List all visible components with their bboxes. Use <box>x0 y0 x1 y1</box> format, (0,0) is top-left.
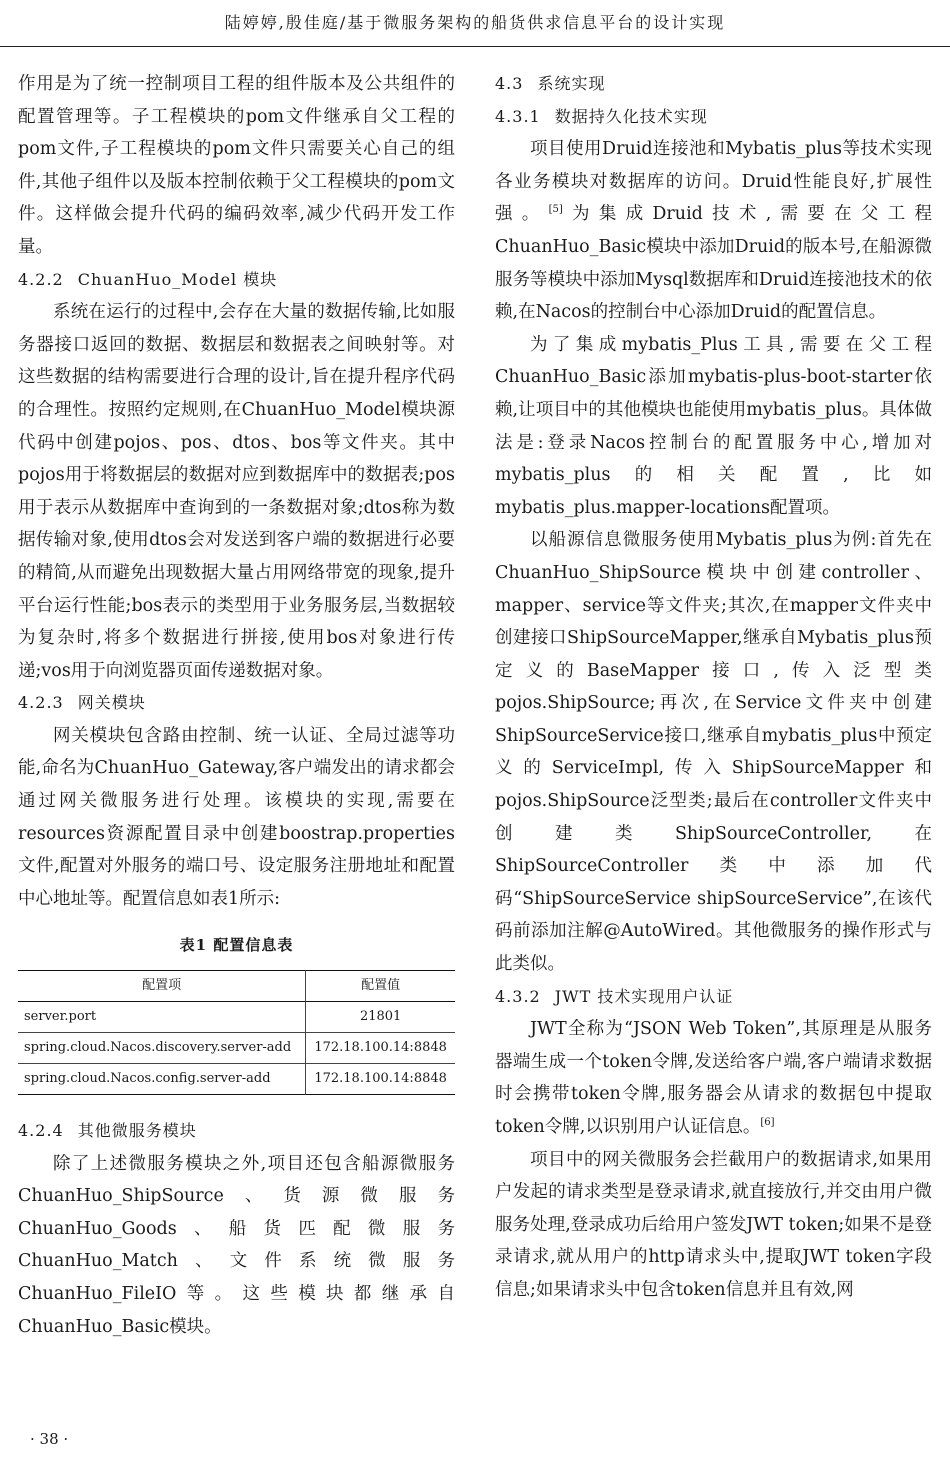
column-header: 配置值 <box>361 978 401 994</box>
section-number: 4.2.4 <box>18 1121 64 1141</box>
page-number: · 38 · <box>30 1430 69 1448</box>
section-heading-4-2-3 <box>18 687 455 720</box>
paragraph <box>495 1013 932 1143</box>
citation-5: [5] <box>548 204 563 216</box>
section-heading-4-2-2 <box>18 264 455 297</box>
citation-6: [6] <box>760 1117 775 1129</box>
paragraph: 为了集成mybatis_Plus工具,需要在父工程ChuanHuo_Basic添加mybatis-plus-boot-starter依赖,让项目中的其他模块也能使用mybatis_plus。具体做法是:登录Nacos控制台的配置服务中心,增加对mybatis_plus的相关配置,比如mybatis_plus.mapper-locations配置项。 <box>495 334 932 518</box>
paragraph: 作用是为了统一控制项目工程的组件版本及公共组件的配置管理等。子工程模块的pom文件继承自父工程的pom文件,子工程模块的pom文件只需要关心自己的组件,其他子组件以及版本控制依赖于父工程模块的pom文件。这样做会提升代码的编码效率,减少代码开发工作量。 <box>18 74 455 257</box>
section-heading-4-3-1 <box>495 101 932 134</box>
table-cell: 172.18.100.14:8848 <box>314 1040 447 1056</box>
section-number: 4.3 <box>495 74 524 93</box>
paragraph: 系统在运行的过程中,会存在大量的数据传输,比如服务器接口返回的数据、数据层和数据表之间映射等。对这些数据的结构需要进行合理的设计,旨在提升程序代码的合理性。按照约定规则,在ChuanHuo_Model模块源代码中创建pojos、pos、dtos、bos等文件夹。其中pojos用于将数据层的数据对应到数据库中的数据表;pos用于表示从数据库中查询到的一条数据对象;dtos称为数据传输对象,使用dtos会对发送到客户端的数据进行必要的精简,从而避免出现数据大量占用网络带宽的现象,提升平台运行性能;bos表示的类型用于业务服务层,当数据较为复杂时,将多个数据进行拼接,使用bos对象进行传递;vos用于向浏览器页面传递数据对象。 <box>18 302 455 681</box>
section-title: JWT 技术实现用户认证 <box>554 986 734 1006</box>
column-header: 配置项 <box>18 971 306 1002</box>
table-row <box>18 1002 455 1033</box>
section-heading-4-3 <box>495 68 932 101</box>
section-heading-4-2-4 <box>18 1115 455 1148</box>
table-caption: 表1 配置信息表 <box>179 936 294 955</box>
section-title: ChuanHuo_Model 模块 <box>77 269 278 289</box>
section-title: 数据持久化技术实现 <box>554 106 708 126</box>
paragraph: 网关模块包含路由控制、统一认证、全局过滤等功能,命名为ChuanHuo_Gateway,客户端发出的请求都会通过网关微服务进行处理。该模块的实现,需要在resources资源配置目录中创建boostrap.properties文件,配置对外服务的端口号、设定服务注册地址和配置中心地址等。配置信息如表1所示: <box>18 725 455 909</box>
table-cell: spring.cloud.Nacos.discovery.server-add <box>18 1033 306 1064</box>
section-number: 4.2.2 <box>18 269 64 289</box>
text-run: 为集成Druid技术,需要在父工程ChuanHuo_Basic模块中添加Druid的版本号,在船源微服务等模块中添加Mysql数据库和Druid连接池技术的依赖,在Nacos的控制台中心添加Druid的配置信息。 <box>495 204 933 323</box>
section-title: 系统实现 <box>537 74 606 93</box>
table-cell: spring.cloud.Nacos.config.server-add <box>18 1064 306 1095</box>
left-column <box>18 68 455 1343</box>
paragraph <box>495 133 932 329</box>
table-row <box>18 1033 455 1064</box>
text-run: 项目使用Druid连接池和Mybatis_plus等技术实现各业务模块对数据库的访问。Druid性能良好,扩展性强。 <box>495 139 932 225</box>
table-cell: 172.18.100.14:8848 <box>314 1071 447 1087</box>
right-column <box>495 68 932 1307</box>
config-table <box>18 970 455 1095</box>
section-title: 其他微服务模块 <box>77 1121 197 1141</box>
table-cell: server.port <box>18 1002 306 1033</box>
paragraph: 项目中的网关微服务会拦截用户的数据请求,如果用户发起的请求类型是登录请求,就直接放行,并交由用户微服务处理,登录成功后给用户签发JWT token;如果不是登录请求,就从用户的http请求头中,提取JWT token字段信息;如果请求头中包含token信息并且有效,网 <box>495 1149 932 1300</box>
section-number: 4.2.3 <box>18 693 64 713</box>
section-title: 网关模块 <box>77 693 146 713</box>
table-header-row <box>18 971 455 1002</box>
section-number: 4.3.1 <box>495 106 541 126</box>
running-header: 陆婷婷,殷佳庭/基于微服务架构的船货供求信息平台的设计实现 <box>0 0 950 47</box>
paragraph: 除了上述微服务模块之外,项目还包含船源微服务ChuanHuo_ShipSource、货源微服务ChuanHuo_Goods、船货匹配微服务ChuanHuo_Match、文件系统微服务ChuanHuo_FileIO等。这些模块都继承自ChuanHuo_Basic模块。 <box>18 1153 455 1337</box>
table-row <box>18 1064 455 1095</box>
paragraph: 以船源信息微服务使用Mybatis_plus为例:首先在ChuanHuo_ShipSource模块中创建controller、mapper、service等文件夹;其次,在mapper文件夹中创建接口ShipSourceMapper,继承自Mybatis_plus预定义的BaseMapper接口,传入泛型类pojos.ShipSource;再次,在Service文件夹中创建ShipSourceService接口,继承自mybatis_plus中预定义的ServiceImpl,传入ShipSourceMapper和pojos.ShipSource泛型类;最后在controller文件夹中创建类ShipSourceController,在ShipSourceController类中添加代码“ShipSourceService shipSourceService”,在该代码前添加注解@AutoWired。其他微服务的操作形式与此类似。 <box>495 530 932 975</box>
text-run: JWT全称为“JSON Web Token”,其原理是从服务器端生成一个token令牌,发送给客户端,客户端请求数据时会携带token令牌,服务器会从请求的数据包中提取token令牌,以识别用户认证信息。 <box>495 1019 932 1137</box>
section-number: 4.3.2 <box>495 986 541 1006</box>
table-cell: 21801 <box>359 1009 402 1025</box>
section-heading-4-3-2 <box>495 981 932 1014</box>
